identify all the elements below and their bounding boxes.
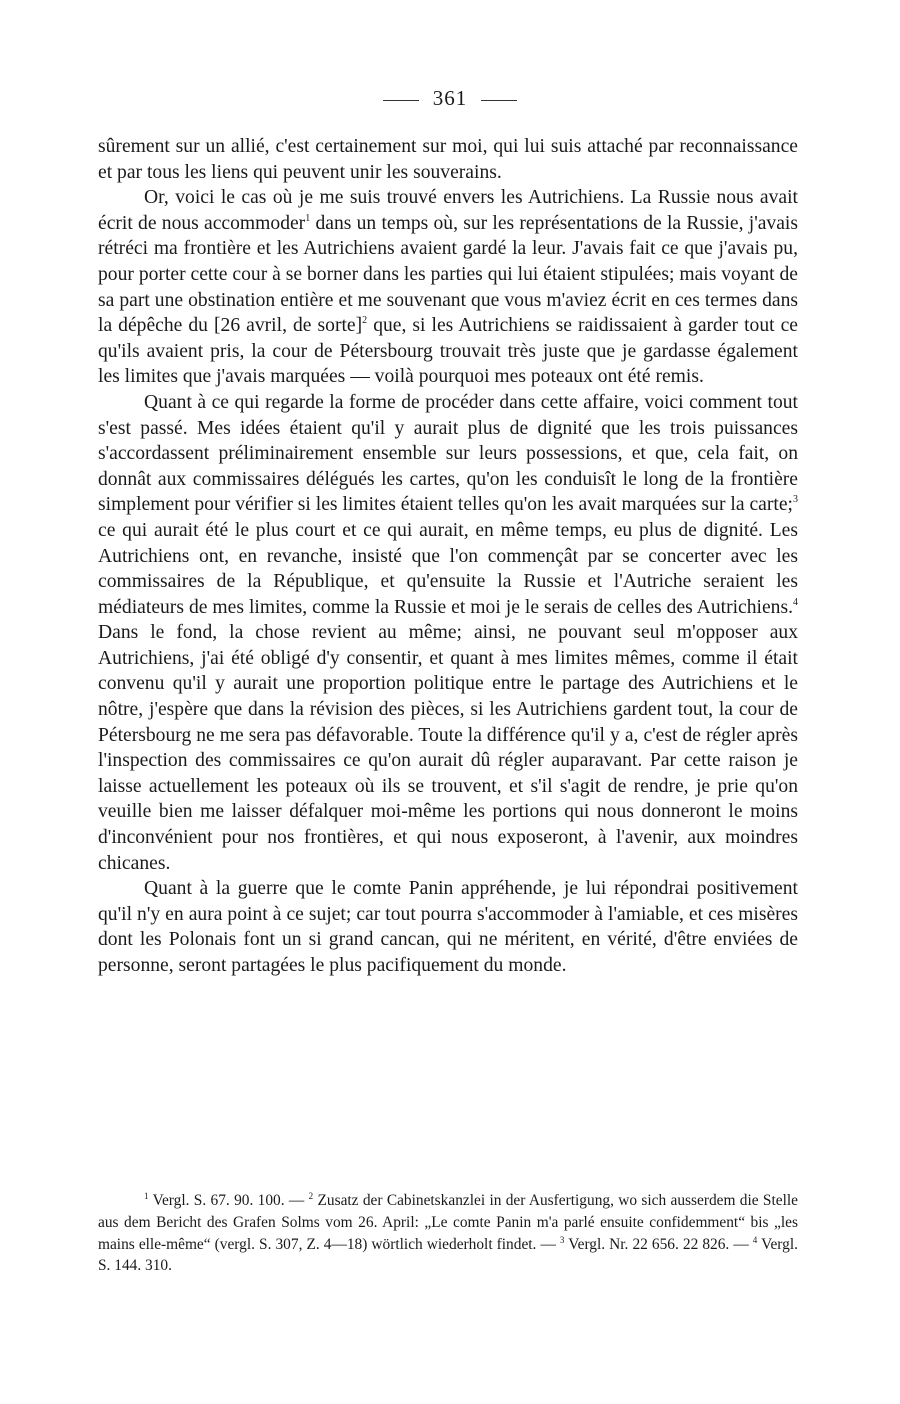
header-rule-left [383, 100, 419, 101]
page-number: 361 [432, 86, 468, 110]
paragraph-4: Quant à la guerre que le comte Panin appréhende, je lui répondrai positivement qu'il n'y en aura point à ce sujet; car tout pourra s'accommoder à l'amiable, et ces misères dont les Polonais font un si grand cancan, qui ne méritent, en vérité, d'être enviées de personne, seront partagées le plus pacifiquement du monde. [98, 878, 798, 976]
paragraph-1: sûrement sur un allié, c'est certainement sur moi, qui lui suis attaché par reconnaissance et par tous les liens qui peuvent unir les souverains. [98, 136, 798, 183]
footnote-block [98, 1190, 798, 1277]
footnote-ref-1: 1 [305, 212, 311, 224]
paragraph-3: Quant à ce qui regarde la forme de procéder dans cette affaire, voici comment tout s'est passé. Mes idées étaient qu'il y aurait plus de dignité que les trois puissances s'accordassent préliminairement ensemble sur leurs possessions, et que, cela fait, on donnât aux commissaires délégués les cartes, qu'on les conduisît le long de la frontière simplement pour vérifier si les limites étaient telles qu'on les avait marquées sur la carte;$^3$ ce qui aurait été le plus court et ce qui aurait, en même temps, eu plus de dignité. Les Autrichiens ont, en revanche, insisté que l'on commençât par se concerter avec les commissaires de la République, et qu'ensuite la Russie et l'Autriche seraient les médiateurs de mes limites, comme la Russie et moi je le serais de celles des Autrichiens.$^4$ Dans le fond, la chose revient au même; ainsi, ne pouvant seul m'opposer aux Autrichiens, j'ai été obligé d'y consentir, et quant à mes limites mêmes, comme il était convenu qu'il y aurait une proportion politique entre le partage des Autrichiens et le nôtre, j'espère que dans la révision des pièces, si les Autrichiens gardent tout, la cour de Pétersbourg ne me sera pas défavorable. Toute la différence qu'il y a, c'est de régler après l'inspection des commissaires ce qu'on aurait dû régler auparavant. Par cette raison je laisse actuellement les poteaux où ils se trouvent, et s'il s'agit de rendre, je prie qu'on veuille bien me laisser défalquer moi-même les portions qui nous donneront le moins d'inconvénient pour nos frontières, et qui nous exposeront, à l'avenir, aux moindres chicanes. [98, 391, 798, 874]
footnote-2: Zusatz der Cabinetskanzlei in der Ausfertigung, wo sich ausserdem die Stelle aus dem Bericht des Grafen Solms vom 26. April: „Le comte Panin m'a parlé ensuite confidemment“ bis „les mains elle-même“ (vergl. S. 307, Z. 4—18) wörtlich wiederholt findet. — [98, 1192, 798, 1253]
footnote-mark-3: 3 [559, 1234, 565, 1245]
footnote-3: Vergl. Nr. 22 656. 22 826. — [568, 1235, 749, 1253]
main-text [98, 134, 798, 979]
header-rule-right [481, 100, 517, 101]
footnote-mark-2: 2 [308, 1191, 314, 1201]
footnote-ref-4: 4 [793, 596, 798, 608]
footnote-mark-4: 4 [752, 1234, 758, 1245]
footnote-ref-3: 3 [793, 494, 798, 506]
paragraph-2: Or, voici le cas où je me suis trouvé envers les Autrichiens. La Russie nous avait écrit de nous accommoder$^1$ dans un temps où, sur les représentations de la Russie, j'avais rétréci ma frontière et les Autrichiens avaient gardé la leur. J'avais fait ce que j'avais pu, pour porter cette cour à se borner dans les parties qui lui étaient stipulées; mais voyant de sa part une obstination entière et me souvenant que vous m'aviez écrit en ces termes dans la dépêche du [26 avril, de sorte]$^2$ que, si les Autrichiens se raidissaient à garder tout ce qu'ils avaient pris, la cour de Pétersbourg trouvait très juste que je gardasse également les limites que j'avais marquées — voilà pourquoi mes poteaux ont été remis. [98, 187, 798, 388]
footnote-mark-1: 1 [144, 1191, 149, 1201]
page-header [0, 86, 900, 111]
footnote-1: Vergl. S. 67. 90. 100. — [152, 1192, 305, 1209]
footnote-4: Vergl. S. 144. 310. [98, 1235, 798, 1275]
footnote-ref-2: 2 [362, 315, 368, 327]
footnotes [98, 1190, 798, 1277]
